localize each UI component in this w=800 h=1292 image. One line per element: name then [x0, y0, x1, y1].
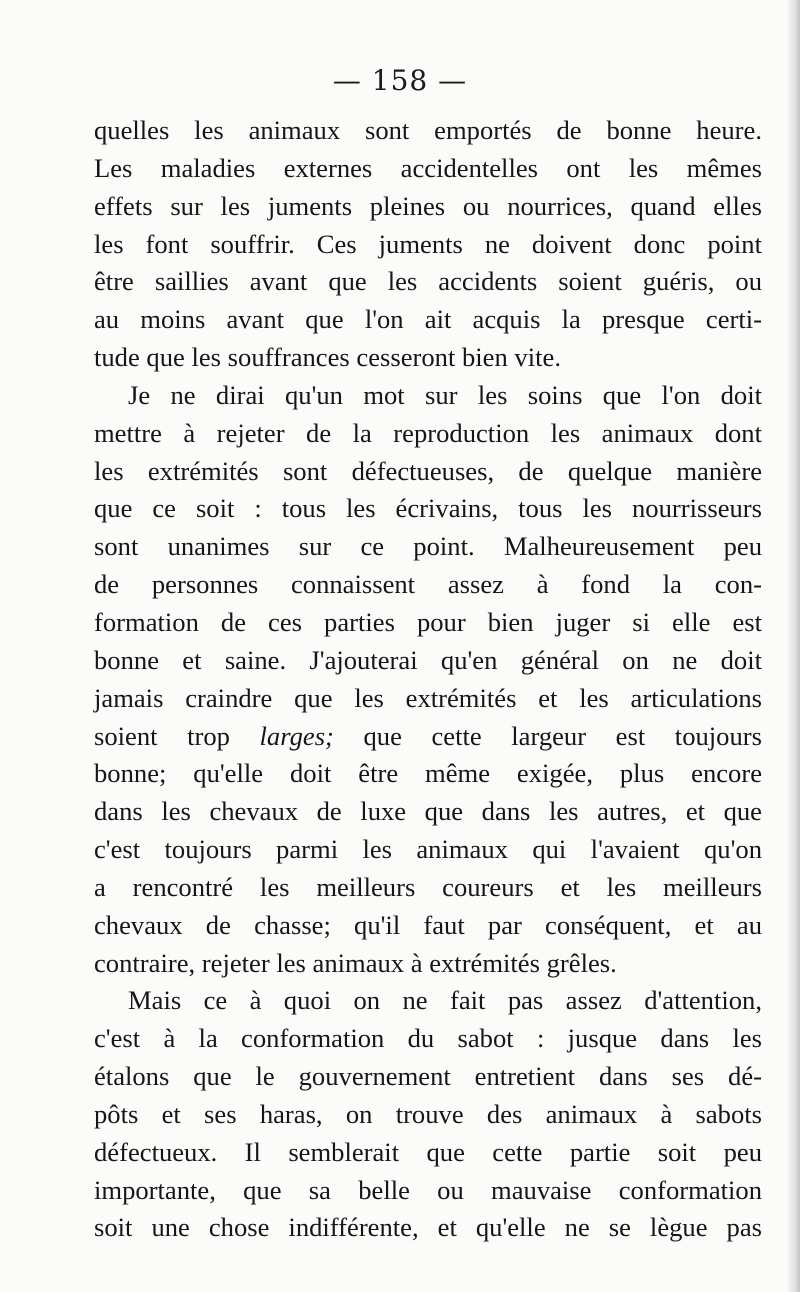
text-line: Mais ce à quoi on ne fait pas assez d'attention,: [128, 985, 762, 1016]
body-text: [94, 112, 762, 1247]
text-line: soit une chose indifférente, et qu'elle ne se lègue pas: [94, 1212, 762, 1243]
text-line: bonne; qu'elle doit être même exigée, plus encore: [94, 758, 762, 789]
text-segment: que cette largeur est toujours: [333, 720, 762, 751]
text-line: Les maladies externes accidentelles ont les mêmes: [94, 152, 762, 183]
text-line: que ce soit : tous les écrivains, tous les nourrisseurs: [94, 493, 762, 524]
text-line: pôts et ses haras, on trouve des animaux à sabots: [94, 1098, 762, 1129]
text-line: effets sur les juments pleines ou nourrices, quand elles: [94, 190, 762, 221]
text-line: a rencontré les meilleurs coureurs et les meilleurs: [94, 871, 762, 902]
text-line: au moins avant que l'on ait acquis la presque certi-: [94, 304, 762, 335]
text-line: jamais craindre que les extrémités et les articulations: [94, 682, 762, 713]
text-line: les font souffrir. Ces juments ne doivent donc point: [94, 228, 762, 259]
page-edge-shadow: [786, 0, 800, 1292]
text-line: sont unanimes sur ce point. Malheureusement peu: [94, 531, 762, 562]
text-line: dans les chevaux de luxe que dans les autres, et que: [94, 796, 762, 827]
text-line: étalons que le gouvernement entretient dans ses dé-: [94, 1061, 762, 1092]
text-line-with-italic: [94, 718, 762, 756]
text-line: importante, que sa belle ou mauvaise conformation: [94, 1174, 762, 1205]
page-number: — 158 —: [332, 64, 468, 97]
text-line: contraire, rejeter les animaux à extrémités grêles.: [94, 947, 617, 978]
italic-word: larges;: [259, 720, 334, 751]
text-line: c'est toujours parmi les animaux qui l'avaient qu'on: [94, 834, 762, 865]
text-line: défectueux. Il semblerait que cette partie soit peu: [94, 1136, 762, 1167]
text-line: être saillies avant que les accidents soient guéris, ou: [94, 266, 762, 297]
text-line: les extrémités sont défectueuses, de quelque manière: [94, 455, 762, 486]
text-line: tude que les souffrances cesseront bien vite.: [94, 342, 561, 373]
text-line: formation de ces parties pour bien juger si elle est: [94, 606, 762, 637]
text-line: quelles les animaux sont emportés de bonne heure.: [94, 115, 762, 145]
text-line: de personnes connaissent assez à fond la con-: [94, 569, 762, 600]
text-line: mettre à rejeter de la reproduction les animaux dont: [94, 417, 762, 448]
text-line: Je ne dirai qu'un mot sur les soins que l'on doit: [128, 379, 762, 410]
text-line: c'est à la conformation du sabot : jusque dans les: [94, 1023, 762, 1054]
text-line: chevaux de chasse; qu'il faut par conséquent, et au: [94, 909, 762, 940]
text-segment: soient trop: [94, 720, 260, 751]
text-line: bonne et saine. J'ajouterai qu'en général on ne doit: [94, 644, 762, 675]
